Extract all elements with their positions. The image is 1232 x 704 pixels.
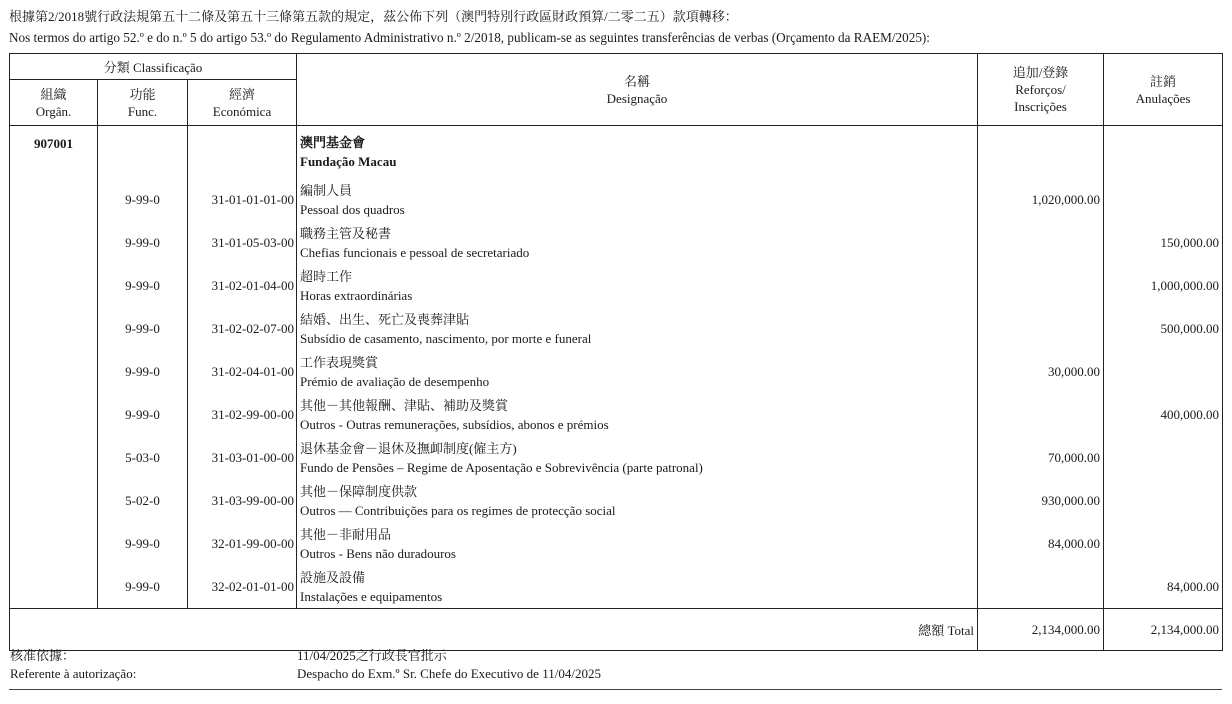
item-designation	[297, 393, 978, 436]
func-code: 5-02-0	[98, 479, 188, 522]
anulacao-amount: 1,000,000.00	[1104, 264, 1223, 307]
item-designation	[297, 479, 978, 522]
table-row	[10, 307, 1223, 350]
func-header	[98, 80, 188, 126]
item-name-zh: 職務主管及秘書	[300, 225, 392, 241]
func-code: 5-03-0	[98, 436, 188, 479]
func-header-zh: 功能	[129, 86, 156, 102]
table-row	[10, 264, 1223, 307]
econ-code: 31-02-99-00-00	[188, 393, 297, 436]
organ-code: 907001	[10, 126, 98, 179]
budget-transfer-table	[9, 53, 1223, 651]
total-reforcos: 2,134,000.00	[978, 609, 1104, 651]
total-label: 總額 Total	[10, 609, 978, 651]
func-code: 9-99-0	[98, 350, 188, 393]
total-row	[10, 609, 1223, 651]
total-anulacoes: 2,134,000.00	[1104, 609, 1223, 651]
econ-code: 31-03-99-00-00	[188, 479, 297, 522]
item-name-pt: Subsídio de casamento, nascimento, por morte e funeral	[300, 330, 592, 346]
econ-header-zh: 經濟	[228, 86, 255, 102]
item-designation	[297, 522, 978, 565]
econ-code: 32-01-99-00-00	[188, 522, 297, 565]
authorization-basis-zh: 核准依據：	[10, 648, 76, 663]
econ-code: 31-02-04-01-00	[188, 350, 297, 393]
reforcos-header-zh: 追加/登錄	[1012, 65, 1069, 80]
func-header-pt: Func.	[127, 103, 158, 119]
entity-name-zh: 澳門基金會	[300, 135, 366, 150]
econ-code: 31-02-01-04-00	[188, 264, 297, 307]
dispatch-zh: 11/04/2025之行政長官批示	[297, 648, 447, 663]
designation-header	[297, 54, 978, 126]
anulacao-amount	[1104, 479, 1223, 522]
designation-header-pt: Designação	[606, 90, 668, 106]
dispatch-pt: Despacho do Exm.º Sr. Chefe do Executivo de 11/04/2025	[297, 666, 601, 681]
econ-code: 31-03-01-00-00	[188, 436, 297, 479]
item-name-pt: Prémio de avaliação de desempenho	[300, 373, 490, 389]
anulacao-amount	[1104, 178, 1223, 221]
func-code: 9-99-0	[98, 221, 188, 264]
entity-name-pt: Fundação Macau	[300, 154, 397, 169]
entity-name	[297, 126, 978, 179]
table-row	[10, 522, 1223, 565]
table-row	[10, 565, 1223, 609]
anulacoes-header-pt: Anulações	[1135, 90, 1191, 106]
item-designation	[297, 565, 978, 609]
item-name-pt: Chefias funcionais e pessoal de secretariado	[300, 244, 530, 260]
table-row	[10, 221, 1223, 264]
econ-header	[188, 80, 297, 126]
item-name-zh: 其他－保障制度供款	[300, 483, 418, 499]
item-name-pt: Pessoal dos quadros	[300, 201, 405, 217]
item-name-zh: 結婚、出生、死亡及喪葬津貼	[300, 311, 470, 327]
reforco-amount	[978, 307, 1104, 350]
anulacao-amount	[1104, 522, 1223, 565]
authorization-dispatch	[297, 647, 601, 683]
reforcos-header	[978, 54, 1104, 126]
classification-header: 分類 Classificação	[10, 54, 297, 80]
func-code: 9-99-0	[98, 307, 188, 350]
item-name-pt: Instalações e equipamentos	[300, 588, 443, 604]
reforco-amount: 930,000.00	[978, 479, 1104, 522]
econ-header-pt: Económica	[212, 103, 272, 119]
reforcos-header-pt1: Reforços/	[1015, 82, 1066, 97]
organ-header-zh: 組織	[40, 86, 67, 102]
anulacao-amount: 400,000.00	[1104, 393, 1223, 436]
anulacao-amount: 84,000.00	[1104, 565, 1223, 609]
intro-text-portuguese: Nos termos do artigo 52.º e do n.º 5 do artigo 53.º do Regulamento Administrativo n.º 2/2018, publicam-se as seguintes transferências de verbas (Orçamento da RAEM/2025):	[9, 30, 930, 45]
table-row	[10, 178, 1223, 221]
item-name-pt: Outros - Outras remunerações, subsídios, abonos e prémios	[300, 416, 609, 432]
econ-code: 31-02-02-07-00	[188, 307, 297, 350]
item-name-zh: 設施及設備	[300, 569, 366, 585]
econ-code: 32-02-01-01-00	[188, 565, 297, 609]
item-name-zh: 超時工作	[300, 268, 353, 284]
item-name-zh: 退休基金會－退休及撫卹制度(僱主方)	[300, 440, 517, 456]
reforco-amount	[978, 264, 1104, 307]
anulacao-amount: 500,000.00	[1104, 307, 1223, 350]
anulacoes-header-zh: 註銷	[1149, 73, 1176, 89]
designation-header-zh: 名稱	[623, 73, 650, 89]
item-designation	[297, 178, 978, 221]
func-code: 9-99-0	[98, 565, 188, 609]
organ-header-pt: Orgân.	[35, 103, 72, 119]
item-name-pt: Outros — Contribuições para os regimes de protecção social	[300, 502, 616, 518]
reforco-amount	[978, 565, 1104, 609]
item-name-pt: Outros - Bens não duradouros	[300, 545, 456, 561]
anulacao-amount	[1104, 436, 1223, 479]
reforco-amount: 30,000.00	[978, 350, 1104, 393]
anulacao-amount: 150,000.00	[1104, 221, 1223, 264]
item-designation	[297, 221, 978, 264]
entity-row	[10, 126, 1223, 179]
reforcos-header-pt2: Inscrições	[1014, 99, 1067, 114]
item-designation	[297, 307, 978, 350]
econ-code: 31-01-05-03-00	[188, 221, 297, 264]
func-code: 9-99-0	[98, 522, 188, 565]
item-name-pt: Fundo de Pensões – Regime de Aposentação e Sobrevivência (parte patronal)	[300, 459, 703, 475]
reforco-amount: 70,000.00	[978, 436, 1104, 479]
anulacao-amount	[1104, 350, 1223, 393]
item-name-zh: 其他－其他報酬、津貼、補助及獎賞	[300, 397, 509, 413]
bottom-divider	[9, 689, 1222, 690]
item-designation	[297, 264, 978, 307]
reforco-amount	[978, 221, 1104, 264]
table-row	[10, 436, 1223, 479]
item-name-zh: 其他－非耐用品	[300, 526, 392, 542]
reforco-amount: 84,000.00	[978, 522, 1104, 565]
item-name-zh: 編制人員	[300, 182, 353, 198]
table-row	[10, 350, 1223, 393]
table-row	[10, 393, 1223, 436]
item-name-pt: Horas extraordinárias	[300, 287, 413, 303]
reforco-amount	[978, 393, 1104, 436]
econ-code: 31-01-01-01-00	[188, 178, 297, 221]
func-code: 9-99-0	[98, 264, 188, 307]
authorization-basis-pt: Referente à autorização:	[10, 666, 137, 681]
table-row	[10, 479, 1223, 522]
func-code: 9-99-0	[98, 393, 188, 436]
func-code: 9-99-0	[98, 178, 188, 221]
item-designation	[297, 350, 978, 393]
authorization-basis-label	[10, 647, 136, 683]
reforco-amount: 1,020,000.00	[978, 178, 1104, 221]
item-designation	[297, 436, 978, 479]
intro-text-chinese: 根據第2/2018號行政法規第五十二條及第五十三條第五款的規定，茲公佈下列（澳門特別行政區財政預算/二零二五）款項轉移：	[9, 9, 738, 24]
anulacoes-header	[1104, 54, 1223, 126]
item-name-zh: 工作表現獎賞	[300, 354, 379, 370]
organ-header	[10, 80, 98, 126]
